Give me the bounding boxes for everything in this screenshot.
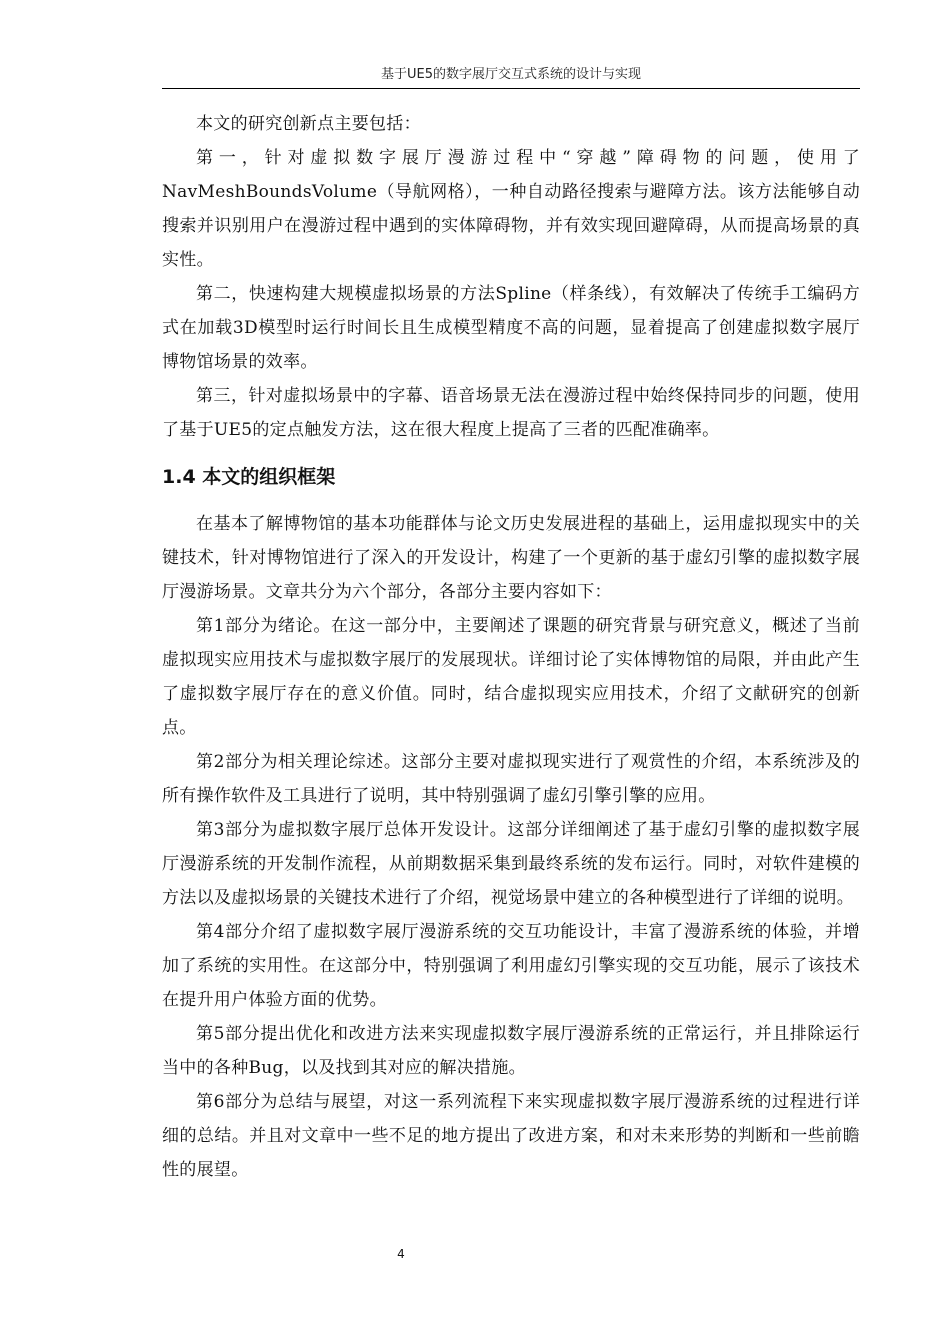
- innovation-point-2: 第二，快速构建大规模虚拟场景的方法Spline（样条线），有效解决了传统手工编码方式在加载3D模型时运行时间长且生成模型精度不高的问题，显着提高了创建虚拟数字展厅博物馆场景的效率。: [162, 284, 860, 372]
- part-3-summary: 第3部分为虚拟数字展厅总体开发设计。这部分详细阐述了基于虚幻引擎的虚拟数字展厅漫游系统的开发制作流程，从前期数据采集到最终系统的发布运行。同时，对软件建模的方法以及虚拟场景的关键技术进行了介绍，视觉场景中建立的各种模型进行了详细的说明。: [162, 820, 860, 908]
- part-1-summary: 第1部分为绪论。在这一部分中，主要阐述了课题的研究背景与研究意义，概述了当前虚拟现实应用技术与虚拟数字展厅的发展现状。详细讨论了实体博物馆的局限，并由此产生了虚拟数字展厅存在的意义价值。同时，结合虚拟现实应用技术，介绍了文献研究的创新点。: [162, 616, 860, 738]
- part-4-summary: 第4部分介绍了虚拟数字展厅漫游系统的交互功能设计，丰富了漫游系统的体验，并增加了系统的实用性。在这部分中，特别强调了利用虚幻引擎实现的交互功能，展示了该技术在提升用户体验方面的优势。: [162, 922, 860, 1010]
- innovation-point-3: 第三，针对虚拟场景中的字幕、语音场景无法在漫游过程中始终保持同步的问题，使用了基于UE5的定点触发方法，这在很大程度上提高了三者的匹配准确率。: [162, 386, 860, 440]
- part-6-summary: 第6部分为总结与展望，对这一系列流程下来实现虚拟数字展厅漫游系统的过程进行详细的总结。并且对文章中一些不足的地方提出了改进方案，和对未来形势的判断和一些前瞻性的展望。: [162, 1092, 860, 1180]
- header-rule: [162, 88, 860, 89]
- part-5-summary: 第5部分提出优化和改进方法来实现虚拟数字展厅漫游系统的正常运行，并且排除运行当中的各种Bug，以及找到其对应的解决措施。: [162, 1024, 860, 1078]
- part-2-summary: 第2部分为相关理论综述。这部分主要对虚拟现实进行了观赏性的介绍，本系统涉及的所有操作软件及工具进行了说明，其中特别强调了虚幻引擎引擎的应用。: [162, 752, 860, 806]
- section-heading: 1.4 本文的组织框架: [162, 466, 336, 488]
- section-intro: 在基本了解博物馆的基本功能群体与论文历史发展进程的基础上，运用虚拟现实中的关键技术，针对博物馆进行了深入的开发设计，构建了一个更新的基于虚幻引擎的虚拟数字展厅漫游场景。文章共分为六个部分，各部分主要内容如下：: [162, 514, 860, 602]
- innovation-intro: 本文的研究创新点主要包括：: [196, 114, 421, 134]
- page-number: 4: [397, 1247, 405, 1261]
- page-body: [162, 107, 860, 1187]
- running-header: 基于UE5的数字展厅交互式系统的设计与实现: [380, 67, 641, 82]
- innovation-point-1: 第一，针对虚拟数字展厅漫游过程中“穿越”障碍物的问题，使用了NavMeshBoundsVolume（导航网格），一种自动路径搜索与避障方法。该方法能够自动搜索并识别用户在漫游过程中遇到的实体障碍物，并有效实现回避障碍，从而提高场景的真实性。: [162, 148, 860, 270]
